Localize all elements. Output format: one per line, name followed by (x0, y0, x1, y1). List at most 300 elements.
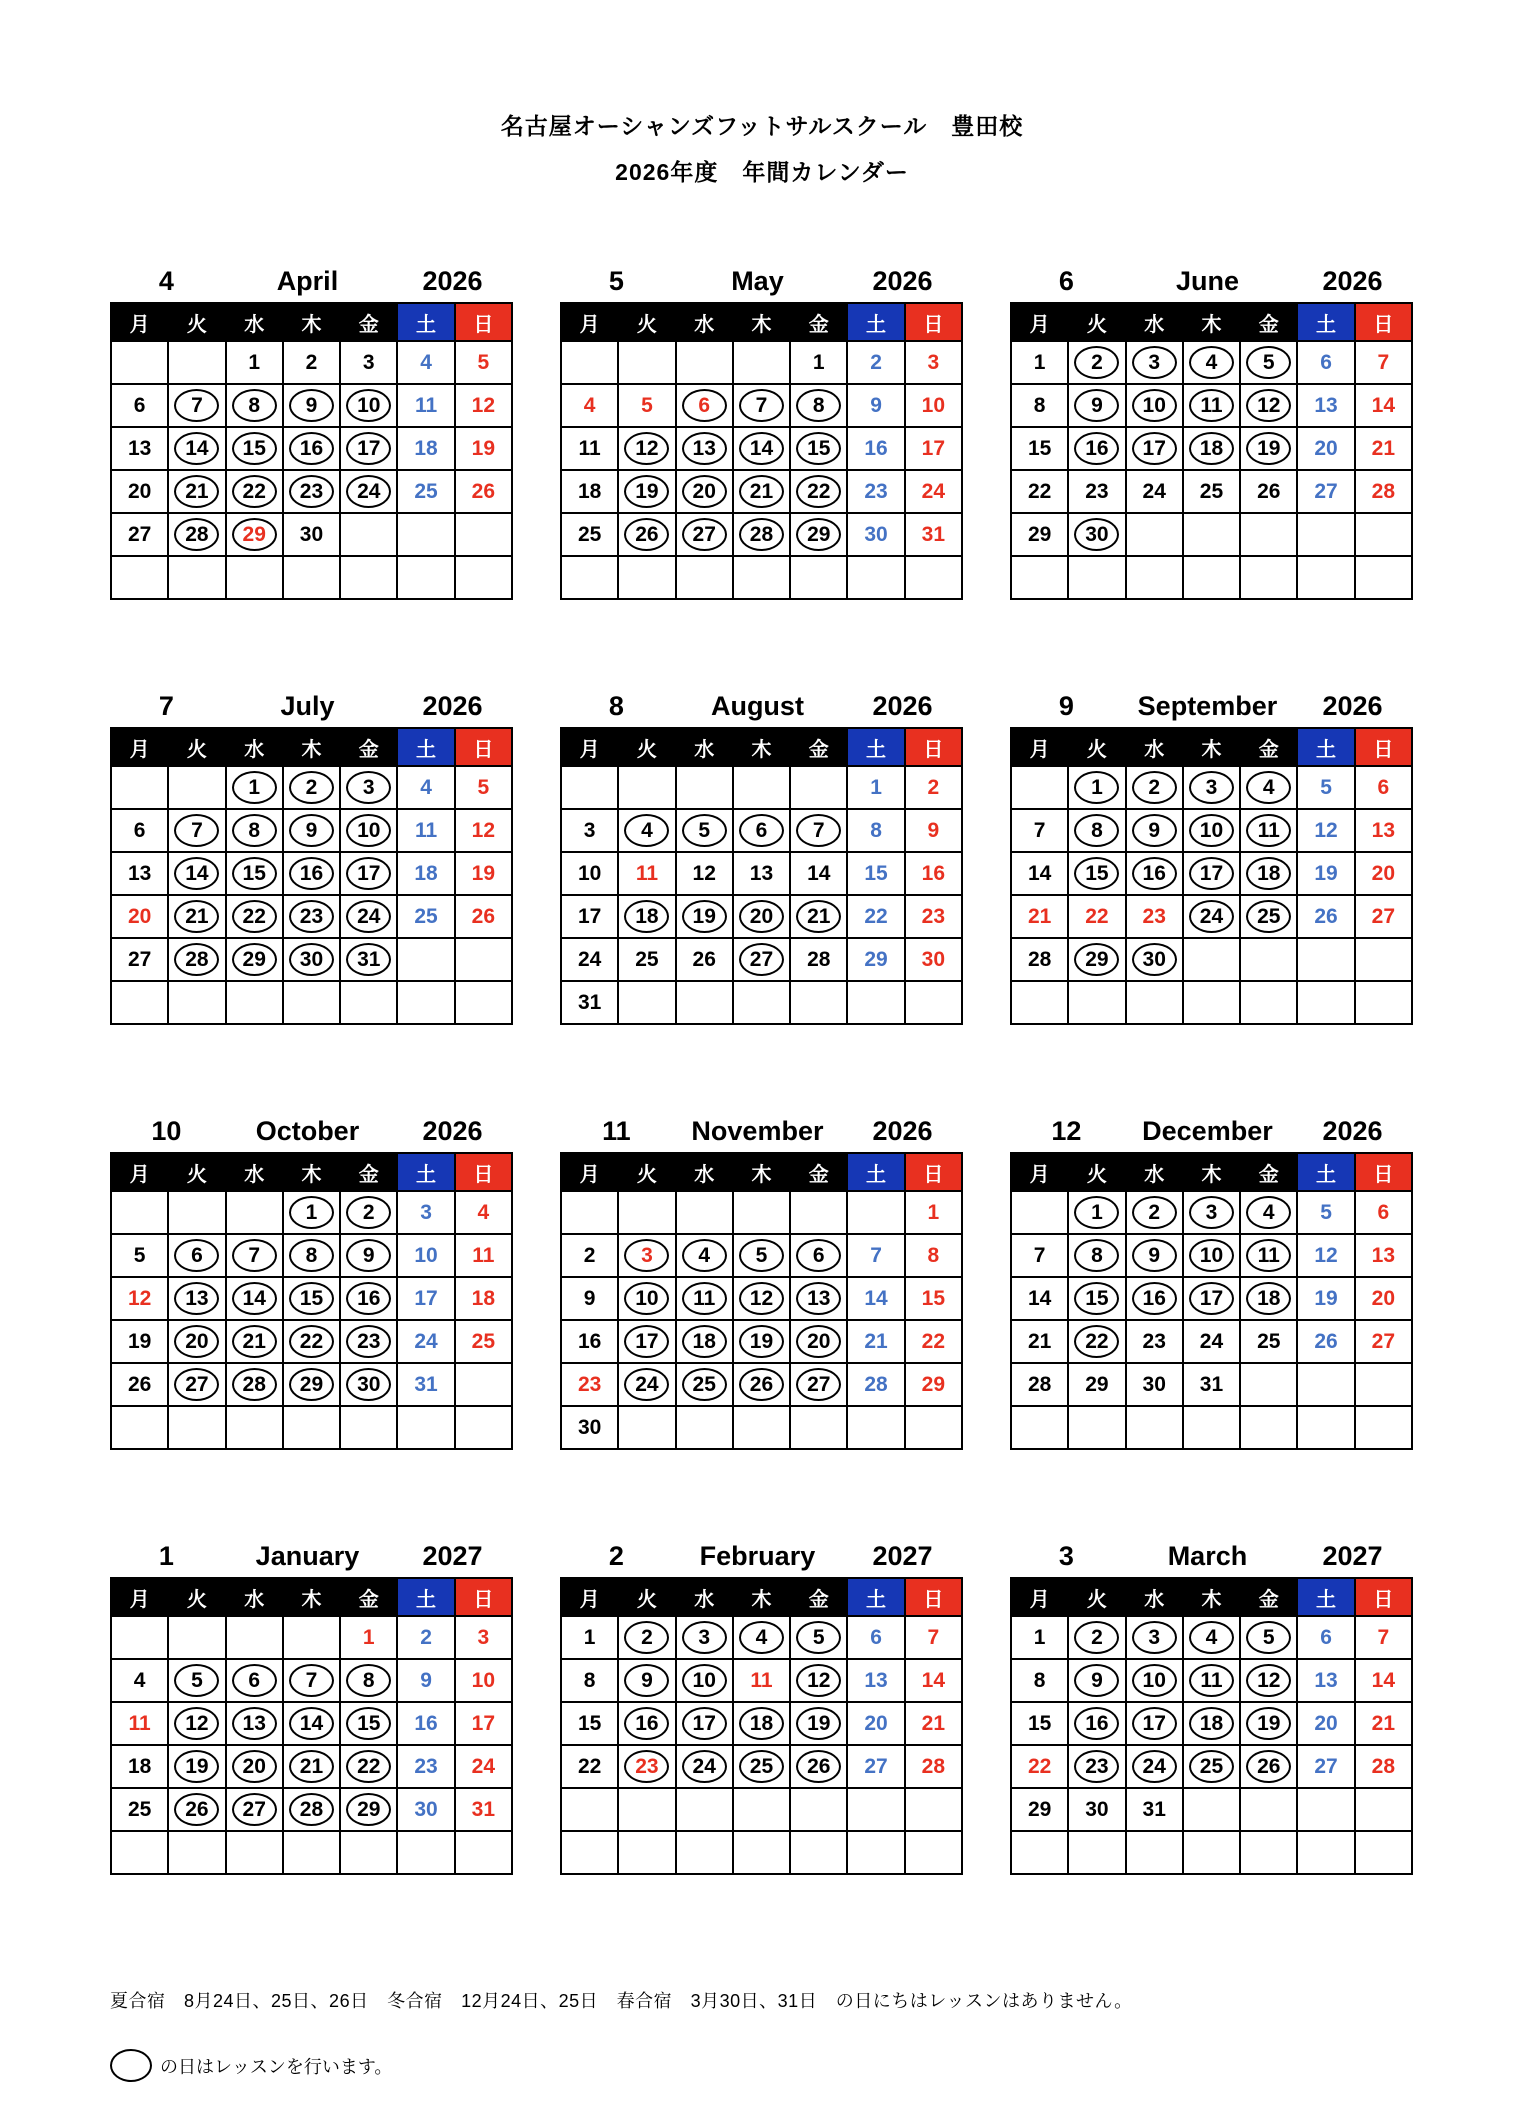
lesson-circle (1132, 389, 1177, 422)
lesson-circle (739, 1707, 784, 1740)
day-cell (455, 766, 512, 809)
day-cell (1297, 1831, 1354, 1874)
lesson-circle (346, 1239, 391, 1272)
lesson-circle (174, 1368, 219, 1401)
day-cell (1011, 1702, 1068, 1745)
weekday-header (111, 1578, 512, 1616)
day-number: 5 (812, 1625, 825, 1649)
day-number: 6 (133, 393, 146, 417)
day-number: 25 (1257, 904, 1281, 928)
lesson-note (110, 2049, 1524, 2082)
day-cell (561, 470, 618, 513)
school-name: 名古屋オーシャンズフットサルスクール 豊田校 (500, 113, 1024, 139)
day-cell (1183, 1363, 1240, 1406)
lesson-circle (682, 900, 727, 933)
day-number: 21 (921, 1711, 946, 1735)
day-number: 21 (807, 904, 831, 928)
day-cell (847, 1363, 904, 1406)
lesson-circle (1189, 1282, 1234, 1315)
day-number: 2 (927, 775, 940, 799)
day-cell (168, 1277, 225, 1320)
day-cell (1183, 895, 1240, 938)
lesson-circle (1074, 1196, 1119, 1229)
day-cell (790, 556, 847, 599)
week-row (111, 852, 512, 895)
day-number: 2 (362, 1200, 375, 1224)
day-cell (455, 852, 512, 895)
day-number: 4 (420, 350, 432, 374)
week-row (1011, 938, 1412, 981)
weekday-header-mon-fri: 火 (618, 728, 675, 766)
week-row (561, 427, 962, 470)
lesson-circle (174, 1239, 219, 1272)
day-cell (1068, 809, 1125, 852)
day-number: 6 (191, 1243, 203, 1267)
lesson-circle (739, 432, 784, 465)
day-number: 28 (921, 1754, 946, 1778)
day-number: 6 (698, 393, 711, 417)
day-cell (790, 1788, 847, 1831)
week-row (111, 938, 512, 981)
day-cell (1126, 852, 1183, 895)
month-body (111, 341, 512, 599)
day-cell (1355, 895, 1412, 938)
day-number: 8 (1033, 1668, 1046, 1692)
day-cell (618, 1702, 675, 1745)
day-cell (733, 1659, 790, 1702)
weekday-header-mon-fri: 木 (733, 728, 790, 766)
day-cell (283, 852, 340, 895)
day-number: 28 (807, 947, 831, 971)
day-cell (1183, 513, 1240, 556)
week-row (561, 556, 962, 599)
day-number: 5 (755, 1243, 768, 1267)
day-cell (168, 341, 225, 384)
day-cell (905, 938, 962, 981)
day-cell (905, 1363, 962, 1406)
day-cell (1011, 852, 1068, 895)
day-number: 15 (1085, 861, 1109, 885)
day-number: 1 (1033, 1625, 1046, 1649)
lesson-circle (682, 518, 727, 551)
day-number: 29 (1085, 947, 1109, 971)
day-cell (1183, 1191, 1240, 1234)
day-cell (847, 1745, 904, 1788)
day-cell (111, 513, 168, 556)
day-number: 11 (414, 393, 438, 417)
day-cell (618, 384, 675, 427)
lesson-circle (682, 1239, 727, 1272)
day-cell (733, 1788, 790, 1831)
day-number: 25 (1257, 1329, 1281, 1353)
month-number: 9 (1058, 691, 1074, 721)
day-cell (847, 384, 904, 427)
day-cell (1126, 1320, 1183, 1363)
week-row (561, 1745, 962, 1788)
day-cell (676, 556, 733, 599)
day-number: 15 (1085, 1286, 1109, 1310)
day-cell (676, 981, 733, 1024)
day-cell (1126, 1616, 1183, 1659)
day-cell (790, 1320, 847, 1363)
week-row (1011, 852, 1412, 895)
day-cell (561, 981, 618, 1024)
day-cell (1240, 852, 1297, 895)
week-row (561, 1234, 962, 1277)
lesson-circle (174, 389, 219, 422)
lesson-circle (1189, 432, 1234, 465)
day-cell (111, 1702, 168, 1745)
day-number: 31 (414, 1372, 438, 1396)
day-cell (1183, 766, 1240, 809)
lesson-circle (739, 1750, 784, 1783)
day-cell (283, 809, 340, 852)
day-number: 14 (185, 436, 209, 460)
weekday-header (561, 1153, 962, 1191)
day-cell (733, 1234, 790, 1277)
day-cell (1355, 1616, 1412, 1659)
day-number: 16 (1142, 1286, 1166, 1310)
day-number: 17 (357, 436, 381, 460)
lesson-circle (624, 1621, 669, 1654)
lesson-circle (232, 1707, 277, 1740)
day-number: 10 (921, 393, 946, 417)
day-cell (1126, 341, 1183, 384)
lesson-circle (682, 389, 727, 422)
day-number: 19 (1314, 861, 1338, 885)
day-cell (618, 1191, 675, 1234)
day-cell (397, 852, 454, 895)
lesson-circle (1132, 346, 1177, 379)
weekday-header-sun: 日 (1355, 1578, 1412, 1616)
lesson-circle (796, 518, 841, 551)
day-number: 13 (127, 861, 152, 885)
day-number: 2 (1091, 1625, 1103, 1649)
day-number: 28 (185, 522, 209, 546)
day-cell (455, 1616, 512, 1659)
day-number: 21 (185, 479, 209, 503)
camp-note: 夏合宿 8月24日、25日、26日 冬合宿 12月24日、25日 春合宿 3月30日、31日 の日にちはレッスンはありません。 (110, 1991, 1133, 2011)
day-number: 20 (1371, 1286, 1396, 1310)
day-number: 25 (414, 479, 438, 503)
day-number: 8 (362, 1668, 375, 1692)
day-cell (1068, 1277, 1125, 1320)
day-number: 3 (477, 1625, 490, 1649)
day-number: 8 (1091, 1243, 1103, 1267)
day-cell (1240, 1191, 1297, 1234)
day-number: 5 (1262, 1625, 1275, 1649)
day-cell (1183, 938, 1240, 981)
month-body (1011, 1616, 1412, 1874)
lesson-circle (1132, 857, 1177, 890)
day-number: 27 (864, 1754, 888, 1778)
lesson-circle (232, 1282, 277, 1315)
lesson-circle (682, 1282, 727, 1315)
day-cell (676, 1234, 733, 1277)
day-number: 11 (578, 436, 601, 460)
day-cell (111, 852, 168, 895)
day-number: 26 (1314, 1329, 1338, 1353)
day-cell (1011, 1788, 1068, 1831)
day-cell (733, 427, 790, 470)
weekday-header-sat: 土 (1297, 303, 1354, 341)
day-cell (1011, 1277, 1068, 1320)
weekday-header-mon-fri: 金 (790, 1153, 847, 1191)
day-cell (561, 1320, 618, 1363)
week-row (561, 1616, 962, 1659)
day-cell (676, 341, 733, 384)
weekday-header-mon-fri: 木 (283, 728, 340, 766)
day-cell (905, 895, 962, 938)
lesson-circle (1132, 1282, 1177, 1315)
day-cell (905, 384, 962, 427)
day-cell (905, 341, 962, 384)
day-number: 1 (1091, 1200, 1103, 1224)
week-row (1011, 384, 1412, 427)
day-cell (1240, 1616, 1297, 1659)
day-number: 11 (693, 1286, 716, 1310)
month-march (1010, 1534, 1413, 1875)
weekday-header-mon-fri: 金 (1240, 1578, 1297, 1616)
day-cell (1011, 981, 1068, 1024)
month-number: 1 (158, 1541, 174, 1571)
day-cell (1240, 341, 1297, 384)
week-row (111, 1191, 512, 1234)
day-cell (1011, 1616, 1068, 1659)
day-cell (847, 766, 904, 809)
day-cell (1240, 1406, 1297, 1449)
day-number: 14 (807, 861, 831, 885)
day-number: 23 (635, 1754, 659, 1778)
weekday-header-row (561, 1578, 962, 1616)
month-body (111, 1191, 512, 1449)
day-number: 21 (1371, 1711, 1396, 1735)
day-number: 23 (299, 479, 324, 503)
day-number: 2 (1091, 350, 1103, 374)
day-cell (1068, 1788, 1125, 1831)
day-number: 17 (1142, 1711, 1166, 1735)
day-cell (561, 1788, 618, 1831)
day-number: 13 (242, 1711, 266, 1735)
day-number: 13 (749, 861, 774, 885)
weekday-header-sat: 土 (397, 1153, 454, 1191)
day-number: 8 (583, 1668, 596, 1692)
day-cell (397, 1191, 454, 1234)
day-cell (561, 1831, 618, 1874)
day-cell (455, 895, 512, 938)
lesson-circle (739, 900, 784, 933)
month-number: 10 (151, 1116, 182, 1146)
weekday-header-row (1011, 1578, 1412, 1616)
day-number: 3 (1148, 350, 1161, 374)
day-number: 1 (248, 350, 261, 374)
day-number: 18 (414, 436, 438, 460)
day-number: 3 (362, 350, 375, 374)
day-cell (283, 1320, 340, 1363)
day-cell (618, 1616, 675, 1659)
lesson-circle (624, 900, 669, 933)
calendar-table (560, 1152, 963, 1450)
lesson-circle (1189, 900, 1234, 933)
lesson-circle (174, 900, 219, 933)
day-cell (1297, 852, 1354, 895)
day-number: 24 (1142, 479, 1166, 503)
day-number: 18 (1257, 1286, 1281, 1310)
week-row (111, 513, 512, 556)
month-name: April (276, 266, 339, 296)
day-number: 3 (698, 1625, 711, 1649)
day-number: 25 (414, 904, 438, 928)
day-number: 2 (583, 1243, 596, 1267)
weekday-header-mon-fri: 火 (618, 1153, 675, 1191)
week-row (561, 384, 962, 427)
lesson-circle (232, 518, 277, 551)
day-number: 29 (299, 1372, 324, 1396)
day-number: 29 (807, 522, 831, 546)
day-cell (397, 427, 454, 470)
lesson-circle (1132, 1196, 1177, 1229)
day-cell (111, 1320, 168, 1363)
week-row (1011, 1406, 1412, 1449)
day-number: 22 (299, 1329, 324, 1353)
day-cell (111, 1191, 168, 1234)
day-number: 22 (242, 904, 266, 928)
lesson-circle (682, 814, 727, 847)
day-cell (111, 1745, 168, 1788)
day-cell (397, 1659, 454, 1702)
day-number: 2 (420, 1625, 432, 1649)
week-row (111, 341, 512, 384)
week-row (111, 1277, 512, 1320)
day-cell (1183, 852, 1240, 895)
day-cell (1068, 384, 1125, 427)
weekday-header-mon-fri: 水 (1126, 728, 1183, 766)
day-number: 11 (128, 1711, 151, 1735)
lesson-circle (1132, 1621, 1177, 1654)
day-cell (561, 341, 618, 384)
lesson-circle (1074, 771, 1119, 804)
day-number: 3 (1205, 775, 1218, 799)
day-cell (1126, 1702, 1183, 1745)
month-title (560, 1534, 963, 1572)
day-cell (676, 384, 733, 427)
day-number: 5 (641, 393, 653, 417)
day-number: 26 (1257, 1754, 1281, 1778)
day-cell (1126, 766, 1183, 809)
day-cell (847, 809, 904, 852)
day-cell (111, 1788, 168, 1831)
month-name: November (691, 1116, 824, 1146)
day-number: 14 (749, 436, 774, 460)
day-cell (1297, 1363, 1354, 1406)
day-cell (283, 513, 340, 556)
day-number: 6 (248, 1668, 261, 1692)
day-cell (847, 470, 904, 513)
day-number: 5 (191, 1668, 203, 1692)
day-cell (1011, 809, 1068, 852)
lesson-circle (624, 1239, 669, 1272)
day-cell (905, 809, 962, 852)
weekday-header-sun: 日 (1355, 728, 1412, 766)
day-cell (676, 852, 733, 895)
lesson-circle (1189, 1196, 1234, 1229)
day-cell (1183, 1788, 1240, 1831)
day-cell (455, 1191, 512, 1234)
lesson-circle (1246, 1621, 1291, 1654)
day-cell (1011, 1320, 1068, 1363)
calendar-table (560, 302, 963, 600)
day-cell (397, 1745, 454, 1788)
day-cell (455, 938, 512, 981)
week-row (1011, 1831, 1412, 1874)
month-body (561, 766, 962, 1024)
day-number: 4 (755, 1625, 768, 1649)
week-row (561, 766, 962, 809)
week-row (561, 1702, 962, 1745)
month-number: 11 (602, 1116, 631, 1146)
month-title (560, 1109, 963, 1147)
lesson-circle (1074, 1664, 1119, 1697)
day-cell (1355, 809, 1412, 852)
day-cell (618, 938, 675, 981)
month-title (110, 684, 513, 722)
week-row (1011, 1277, 1412, 1320)
day-number: 29 (864, 947, 888, 971)
day-cell (340, 513, 397, 556)
day-cell (618, 1788, 675, 1831)
weekday-header-mon-fri: 木 (1183, 1153, 1240, 1191)
weekday-header-sat: 土 (1297, 1578, 1354, 1616)
day-cell (226, 384, 283, 427)
day-number: 4 (1262, 1200, 1275, 1224)
day-cell (168, 1745, 225, 1788)
day-cell (676, 513, 733, 556)
week-row (111, 766, 512, 809)
day-cell (1126, 513, 1183, 556)
day-number: 13 (185, 1286, 209, 1310)
day-number: 15 (242, 861, 266, 885)
lesson-note-text: の日はレッスンを行います。 (160, 2056, 393, 2077)
day-cell (1126, 384, 1183, 427)
lesson-circle (739, 518, 784, 551)
day-cell (733, 1702, 790, 1745)
month-year: 2026 (422, 691, 483, 721)
lesson-circle (1189, 814, 1234, 847)
day-cell (226, 1191, 283, 1234)
day-number: 11 (1200, 1668, 1223, 1692)
day-cell (1240, 513, 1297, 556)
month-year: 2026 (1322, 691, 1383, 721)
month-january (110, 1534, 513, 1875)
day-cell (618, 895, 675, 938)
day-number: 9 (420, 1668, 432, 1692)
lesson-circle (1074, 346, 1119, 379)
day-cell (168, 1702, 225, 1745)
day-cell (561, 513, 618, 556)
day-number: 12 (127, 1286, 152, 1310)
weekday-header-sat: 土 (1297, 1153, 1354, 1191)
day-number: 21 (185, 904, 209, 928)
day-number: 8 (248, 818, 261, 842)
day-cell (111, 1277, 168, 1320)
week-row (111, 1831, 512, 1874)
lesson-circle (739, 943, 784, 976)
lesson-circle-icon (110, 2049, 152, 2082)
day-number: 23 (1085, 1754, 1109, 1778)
day-cell (847, 1277, 904, 1320)
day-cell (733, 1277, 790, 1320)
day-cell (168, 1234, 225, 1277)
